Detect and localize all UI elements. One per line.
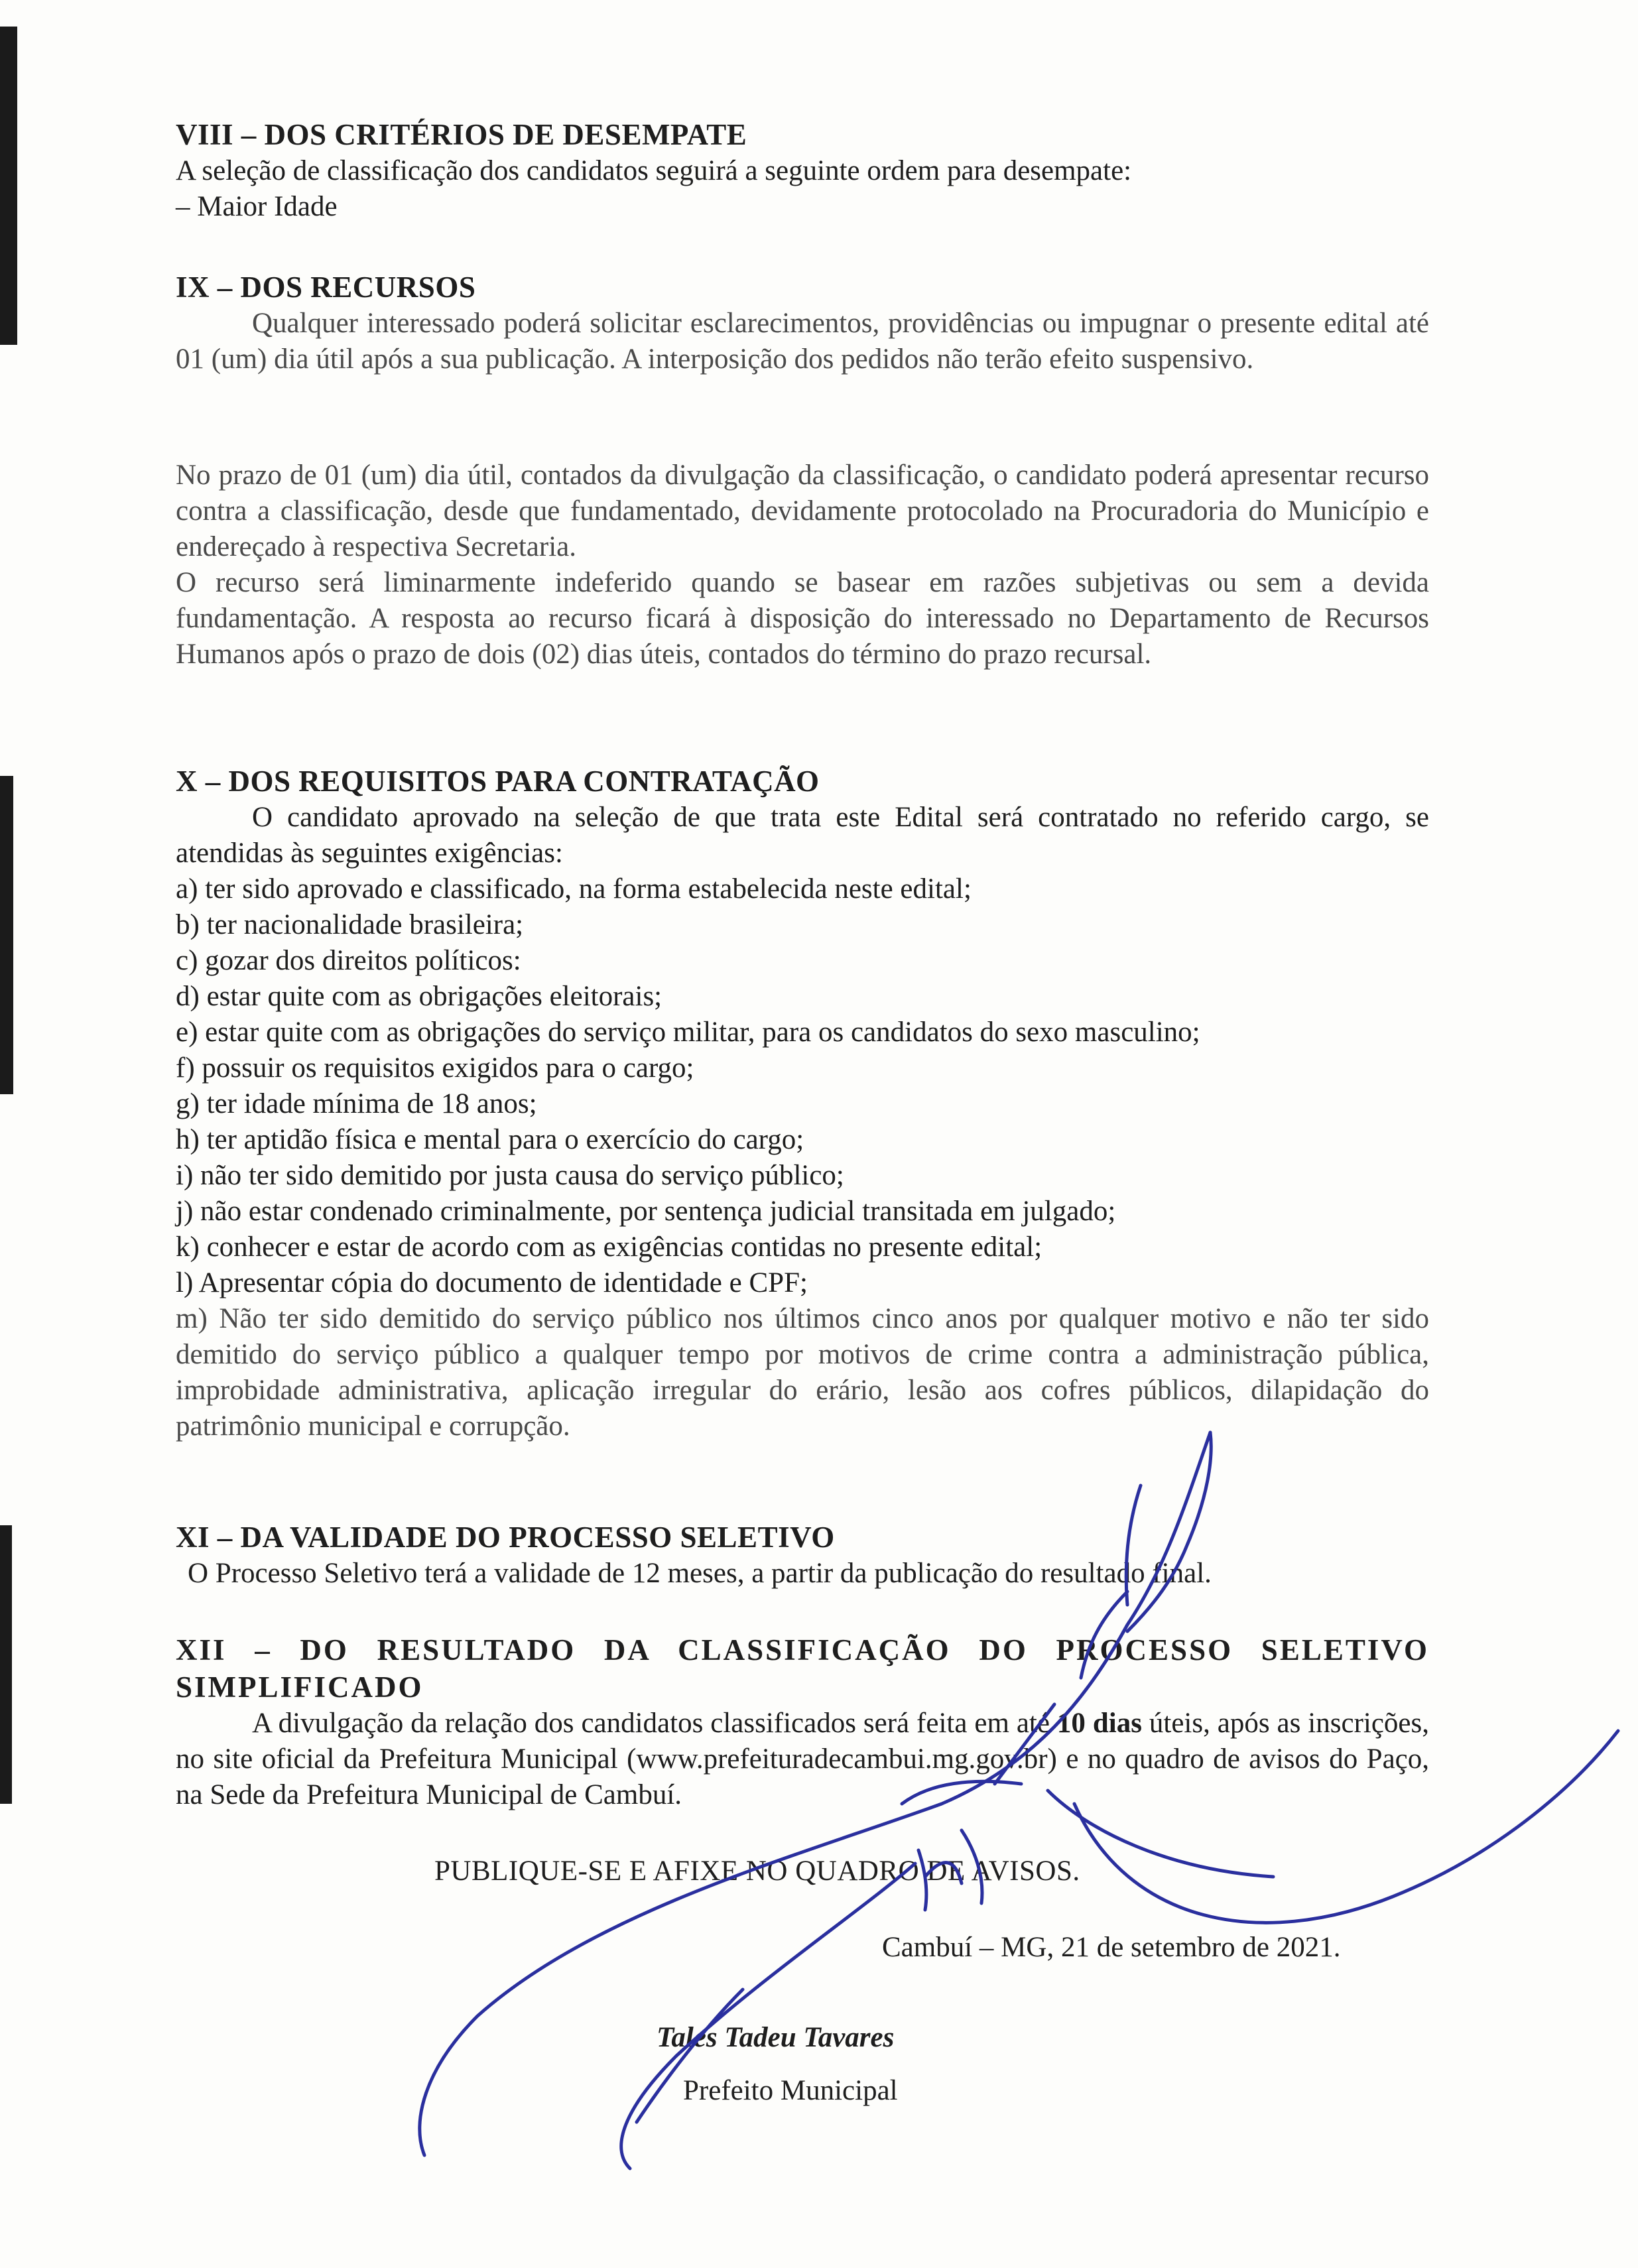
publish-notice: PUBLIQUE-SE E AFIXE NO QUADRO DE AVISOS. [434,1856,1080,1887]
section-ix [176,269,1429,377]
section-ix-para2: No prazo de 01 (um) dia útil, contados da divulgação da classificação, o candidato poderá apresentar recurso contra a classificação, desde que fundamentado, devidamente protocolado na Procuradoria do Município e endereçado à respectiva Secretaria. [176,460,1429,562]
section-x [176,763,1429,1444]
section-x-intro: O candidato aprovado na seleção de que trata este Edital será contratado no referido cargo, se atendidas às seguintes exigências: [176,802,1429,869]
section-xii-text-end: úteis, após as inscrições, no site oficial da Prefeitura Municipal (www.prefeituradecambui.mg.gov.br) e no quadro de avisos do Paço, na Sede da Prefeitura Municipal de Cambuí. [176,1708,1429,1810]
date-line: Cambuí – MG, 21 de setembro de 2021. [882,1932,1341,1963]
section-xii-deadline: 10 dias [1056,1708,1142,1739]
list-item: h) ter aptidão física e mental para o exercício do cargo; [176,1124,804,1155]
list-item: e) estar quite com as obrigações do serviço militar, para os candidatos do sexo masculino; [176,1017,1200,1048]
list-item: b) ter nacionalidade brasileira; [176,909,524,940]
list-item: a) ter sido aprovado e classificado, na forma estabelecida neste edital; [176,873,972,905]
section-x-heading: X – DOS REQUISITOS PARA CONTRATAÇÃO [176,765,820,798]
requirements-list [176,871,1429,1444]
section-xii-text-start: A divulgação da relação dos candidatos classificados será feita em até [252,1708,1057,1739]
section-ix-para3: O recurso será liminarmente indeferido quando se basear em razões subjetivas ou sem a devida fundamentação. A resposta ao recurso ficará à disposição do interessado no Departamento de Recursos Humanos após o prazo de dois (02) dias úteis, contados do término do prazo recursal. [176,567,1429,670]
list-item: g) ter idade mínima de 18 anos; [176,1088,537,1119]
list-item: f) possuir os requisitos exigidos para o cargo; [176,1052,694,1084]
section-xii [176,1631,1429,1813]
section-ix-heading: IX – DOS RECURSOS [176,271,476,304]
section-viii-line2: – Maior Idade [176,191,338,222]
scan-edge-mark-bottom [0,1525,12,1804]
section-viii-heading: VIII – DOS CRITÉRIOS DE DESEMPATE [176,118,747,151]
section-xii-text [176,1706,1429,1813]
list-item: j) não estar condenado criminalmente, por sentença judicial transitada em julgado; [176,1196,1116,1227]
section-viii [176,116,1429,225]
list-item-m: m) Não ter sido demitido do serviço público nos últimos cinco anos por qualquer motivo e não ter sido demitido do serviço público a qualquer tempo por motivos de crime contra a administração pública, improbidade administrativa, aplicação irregular do erário, lesão aos cofres públicos, dilapidação do patrimônio municipal e corrupção. [176,1303,1429,1442]
section-xii-heading: XII – DO RESULTADO DA CLASSIFICAÇÃO DO PROCESSO SELETIVO SIMPLIFICADO [176,1633,1429,1704]
scan-edge-mark-middle [0,776,13,1094]
section-xi [176,1519,1429,1592]
signer-role: Prefeito Municipal [683,2075,898,2106]
list-item: c) gozar dos direitos políticos: [176,945,521,976]
signer-name: Tales Tadeu Tavares [657,2022,895,2053]
scan-edge-mark-top [0,27,17,345]
section-viii-line1: A seleção de classificação dos candidatos seguirá a seguinte ordem para desempate: [176,155,1132,186]
section-xi-heading: XI – DA VALIDADE DO PROCESSO SELETIVO [176,1521,835,1554]
section-ix-part2 [176,458,1429,672]
list-item: i) não ter sido demitido por justa causa do serviço público; [176,1160,844,1191]
list-item: l) Apresentar cópia do documento de identidade e CPF; [176,1267,808,1298]
list-item: d) estar quite com as obrigações eleitorais; [176,981,662,1012]
section-ix-para1: Qualquer interessado poderá solicitar esclarecimentos, providências ou impugnar o presente edital até 01 (um) dia útil após a sua publicação. A interposição dos pedidos não terão efeito suspensivo. [176,308,1429,375]
list-item: k) conhecer e estar de acordo com as exigências contidas no presente edital; [176,1231,1042,1263]
section-xi-text: O Processo Seletivo terá a validade de 12 meses, a partir da publicação do resultado final. [188,1558,1212,1589]
